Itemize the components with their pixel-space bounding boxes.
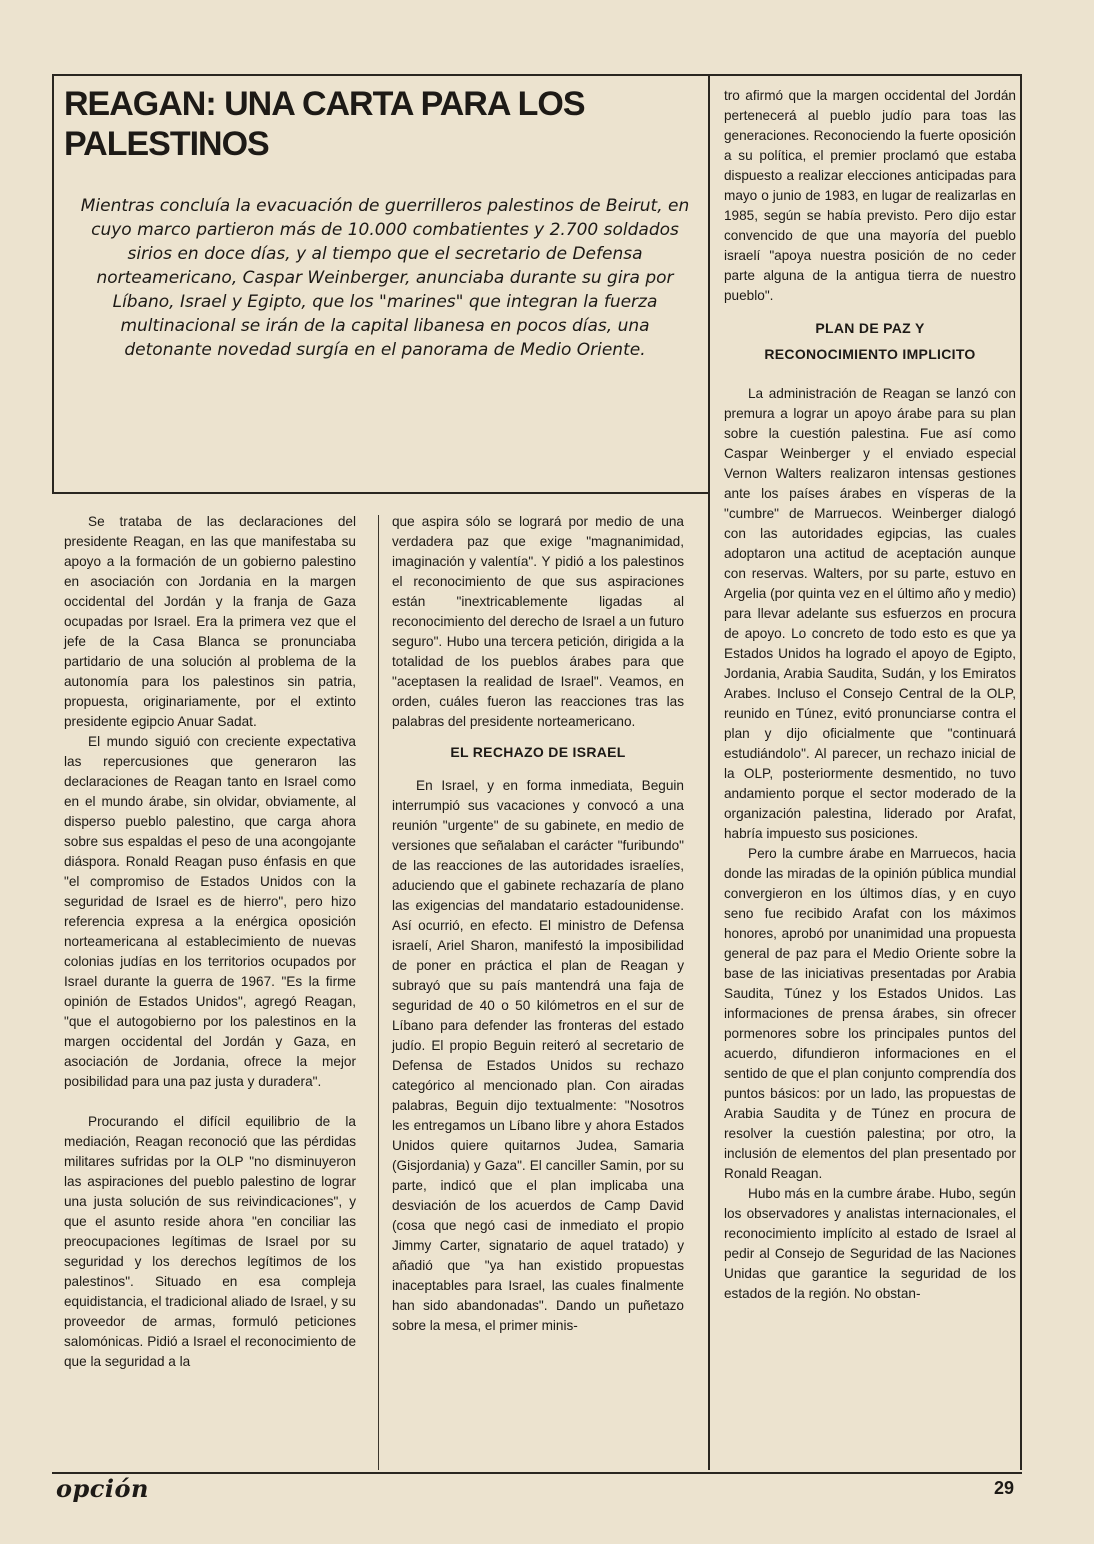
body-paragraph: tro afirmó que la margen occidental del Jordán pertenecerá al pueblo judío para toas las generaciones. Reconociendo la fuerte oposición a su política, el premier proclamó que estaba dispuesto a realizar elecciones anticipadas para mayo o junio de 1983, en lugar de realizarlas en 1985, según se había previsto. Pero dijo estar convencido de que una mayoría del pueblo israelí "apoya nuestra posición de no ceder parte alguna de la antigua tierra de nuestro pueblo".	[724, 88, 1016, 303]
section-subheading: PLAN DE PAZ Y	[815, 320, 925, 336]
body-paragraph: Pero la cumbre árabe en Marruecos, hacia donde las miradas de la opinión pública mundial convergieron en los últimos días, y en cuyo seno fue recibido Arafat con los máximos honores, aprobó por unanimidad una propuesta general de paz para el Medio Oriente sobre la base de las iniciativas presentadas por Arabia Saudita, Túnez y los Estados Unidos. Las informaciones de prensa árabes, sin ofrecer pormenores sobre los principales puntos del acuerdo, difundieron informaciones en el sentido de que el plan conjunto comprendía dos puntos básicos: por un lado, las propuestas de Arabia Saudita y de Túnez en procura de resolver la cuestión palestina; por otro, la inclusión de elementos del plan presentado por Ronald Reagan.	[724, 846, 1016, 1181]
article-headline: REAGAN: UNA CARTA PARA LOS PALESTINOS	[64, 85, 585, 163]
column-rule	[378, 515, 379, 1470]
body-paragraph: En Israel, y en forma inmediata, Beguin interrumpió sus vacaciones y convocó a una reunión "urgente" de su gabinete, en medio de versiones que señalaban el carácter "furibundo" de las reacciones de las autoridades israelíes, aduciendo que el gabinete rechazaría de plano las exigencias del mandatario estadounidense. Así ocurrió, en efecto. El ministro de Defensa israelí, Ariel Sharon, manifestó la imposibilidad de poner en práctica el plan de Reagan y subrayó que su país mantendrá una faja de seguridad de 40 o 50 kilómetros en el sur de Líbano para defender las fronteras del estado judío. El propio Beguin reiteró al secretario de Defensa de Estados Unidos su rechazo categórico al mencionado plan. Con airadas palabras, Beguin dijo textualmente: "Nosotros les entregamos un Líbano libre y ahora Estados Unidos quiere quitarnos Judea, Samaria (Gisjordania) y Gaza". El canciller Samin, por su parte, indicó que el plan implicaba una desviación de los acuerdos de Camp David (cosa que negó casi de inmediato el propio Jimmy Carter, signatario de aquel tratado) y añadió que "ya han existido propuestas inaceptables para Israel, las cuales finalmente han sido abandonadas". Dando un puñetazo sobre la mesa, el primer minis-	[392, 778, 684, 1333]
body-paragraph: que aspira sólo se logrará por medio de una verdadera paz que exige "magnanimidad, imaginación y valentía". Y pidió a los palestinos el reconocimiento de que sus aspiraciones están "inextricablemente ligadas al reconocimiento del derecho de Israel a un futuro seguro". Hubo una tercera petición, dirigida a la totalidad de los pueblos árabes para que "aceptasen la realidad de Israel". Veamos, en orden, cuáles fueron las reacciones tras las palabras del presidente norteamericano.	[392, 514, 684, 729]
section-subheading: RECONOCIMIENTO IMPLICITO	[764, 346, 976, 362]
section-subheading: EL RECHAZO DE ISRAEL	[450, 744, 626, 760]
body-paragraph: Procurando el difícil equilibrio de la mediación, Reagan reconoció que las pérdidas militares sufridas por la OLP "no disminuyeron las aspiraciones del pueblo palestino de lograr una justa solución de sus reivindicaciones", y que el asunto reside ahora "en conciliar las preocupaciones legítimas de Israel por su seguridad y los derechos legítimos de los palestinos". Situado en esa compleja equidistancia, el tradicional aliado de Israel, y su proveedor de armas, formuló peticiones salomónicas. Pidió a Israel el reconocimiento de que la seguridad a la	[64, 1114, 356, 1369]
page-number: 29	[994, 1478, 1015, 1498]
frame-rule-top	[52, 74, 1022, 76]
header-box-bottom-rule	[52, 492, 709, 494]
frame-rule-column-divider	[708, 74, 710, 1470]
body-paragraph: Hubo más en la cumbre árabe. Hubo, según los observadores y analistas internacionales, el reconocimiento implícito al estado de Israel al pedir al Consejo de Seguridad de las Naciones Unidas que garantice la seguridad de los estados de la región. No obstan-	[724, 1186, 1016, 1301]
text-column-1	[64, 512, 356, 1372]
body-paragraph: La administración de Reagan se lanzó con premura a lograr un apoyo árabe para su plan sobre la cuestión palestina. Fue así como Caspar Weinberger y el enviado especial Vernon Walters realizaron intensas gestiones ante los países árabes en vísperas de la "cumbre" de Marruecos. Weinberger dialogó con las autoridades egipcias, las cuales adoptaron una actitud de aceptación aunque con reservas. Walters, por su parte, estuvo en Argelia (por quinta vez en el último año y medio) para llevar adelante sus esfuerzos en procura de apoyo. Lo concreto de todo esto es que ya Estados Unidos ha logrado el apoyo de Egipto, Jordania, Arabia Saudita, Sudán, y los Emiratos Arabes. Incluso el Consejo Central de la OLP, reunido en Túnez, evitó pronunciarse contra el plan y dijo oficialmente que "continuará estudiándolo". Al parecer, un rechazo inicial de la OLP, posteriormente desmentido, no tuvo andamiento porque el sector moderado de la organización palestina, liderado por Arafat, habría impuesto sus posiciones.	[724, 386, 1016, 841]
frame-rule-left	[52, 74, 54, 494]
frame-rule-right	[1020, 74, 1022, 1470]
body-paragraph: Se trataba de las declaraciones del presidente Reagan, en las que manifestaba su apoyo a la formación de un gobierno palestino en asociación con Jordania en la margen occidental del Jordán y la franja de Gaza ocupadas por Israel. Era la primera vez que el jefe de la Casa Blanca se pronunciaba partidario de una solución al problema de la autonomía para los palestinos sin patria, propuesta, originariamente, por el extinto presidente egipcio Anuar Sadat.	[64, 514, 356, 729]
magazine-logo: opción	[56, 1474, 149, 1503]
footer-rule	[52, 1472, 1022, 1474]
body-paragraph: El mundo siguió con creciente expectativa las repercusiones que generaron las declaraciones de Reagan tanto en Israel como en el mundo árabe, sin olvidar, obviamente, al disperso pueblo palestino, que carga ahora sobre sus espaldas el peso de una acongojante diáspora. Ronald Reagan puso énfasis en que "el compromiso de Estados Unidos con la seguridad de Israel es de hierro", pero hizo referencia expresa a la enérgica oposición norteamericana al establecimiento de nuevas colonias judías en los territorios ocupados por Israel durante la guerra de 1967. "Es la firme opinión de Estados Unidos", agregó Reagan, "que el autogobierno por los palestinos en la margen occidental del Jordán y Gaza, en asociación de Jordania, ofrece la mejor posibilidad para una paz justa y duradera".	[64, 734, 356, 1089]
text-column-3	[724, 86, 1016, 1304]
text-column-2	[392, 512, 684, 1336]
article-lede: Mientras concluía la evacuación de guerrilleros palestinos de Beirut, en cuyo marco partieron más de 10.000 combatientes y 2.700 soldados sirios en doce días, y al tiempo que el secretario de Defensa norteamericano, Caspar Weinberger, anunciaba durante su gira por Líbano, Israel y Egipto, que los "marines" que integran la fuerza multinacional se irán de la capital libanesa en pocos días, una detonante novedad surgía en el panorama de Medio Oriente.	[80, 196, 690, 360]
